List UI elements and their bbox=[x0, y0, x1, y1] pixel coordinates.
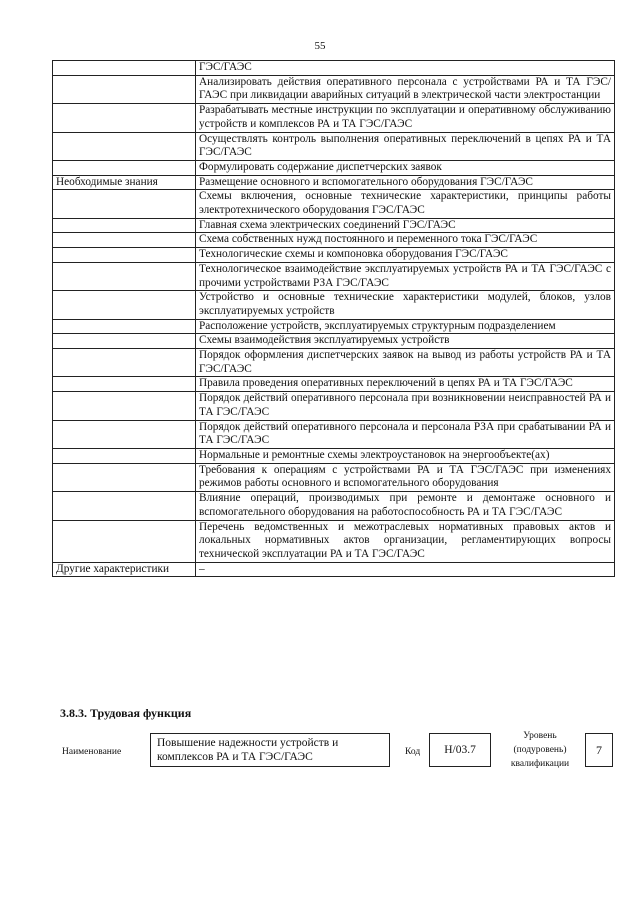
row-label bbox=[53, 319, 196, 334]
row-text: Разрабатывать местные инструкции по эксплуатации и оперативному обслуживанию устройств и комплексов РА и ТА ГЭС/ГАЭС bbox=[196, 104, 615, 132]
table-row bbox=[53, 190, 615, 218]
row-text: Нормальные и ремонтные схемы электроустановок на энергообъекте(ах) bbox=[196, 448, 615, 463]
row-label bbox=[53, 291, 196, 319]
table-row bbox=[53, 160, 615, 175]
row-text: Требования к операциям с устройствами РА и ТА ГЭС/ГАЭС при изменениях режимов работы основного и вспомогательного оборудования bbox=[196, 463, 615, 491]
table-row bbox=[53, 175, 615, 190]
row-text: Влияние операций, производимых при ремонте и демонтаже основного и вспомогательного оборудования на работоспособность РА и ТА ГЭС/ГАЭС bbox=[196, 492, 615, 520]
table-row bbox=[53, 132, 615, 160]
row-label bbox=[53, 392, 196, 420]
name-label: Наименование bbox=[62, 747, 122, 757]
row-label bbox=[53, 448, 196, 463]
row-text: Формулировать содержание диспетчерских заявок bbox=[196, 160, 615, 175]
table-row bbox=[53, 448, 615, 463]
row-label bbox=[53, 61, 196, 76]
table-row bbox=[53, 75, 615, 103]
row-label bbox=[53, 420, 196, 448]
row-label bbox=[53, 492, 196, 520]
page-number: 55 bbox=[314, 40, 326, 52]
table-row bbox=[53, 104, 615, 132]
row-label: Другие характеристики bbox=[53, 562, 196, 577]
row-label bbox=[53, 349, 196, 377]
table-row bbox=[53, 218, 615, 233]
row-text: Перечень ведомственных и межотраслевых нормативных правовых актов и локальных нормативных актов организации, регламентирующих вопросы технической эксплуатации РА и ТА ГЭС/ГАЭС bbox=[196, 520, 615, 562]
row-label bbox=[53, 190, 196, 218]
row-text: Расположение устройств, эксплуатируемых структурным подразделением bbox=[196, 319, 615, 334]
row-label bbox=[53, 160, 196, 175]
row-text: Технологическое взаимодействие эксплуатируемых устройств РА и ТА ГЭС/ГАЭС с прочими устройствами РЗА ГЭС/ГАЭС bbox=[196, 262, 615, 290]
table-row bbox=[53, 492, 615, 520]
row-label bbox=[53, 233, 196, 248]
table-row bbox=[53, 334, 615, 349]
table-row bbox=[53, 562, 615, 577]
row-text: Технологические схемы и компоновка оборудования ГЭС/ГАЭС bbox=[196, 248, 615, 263]
row-text: Схемы включения, основные технические характеристики, принципы работы электротехнического оборудования ГЭС/ГАЭС bbox=[196, 190, 615, 218]
table-row bbox=[53, 349, 615, 377]
row-text: Главная схема электрических соединений ГЭС/ГАЭС bbox=[196, 218, 615, 233]
table-row bbox=[53, 319, 615, 334]
row-label bbox=[53, 218, 196, 233]
table-row bbox=[53, 61, 615, 76]
row-label bbox=[53, 248, 196, 263]
row-text: Схема собственных нужд постоянного и переменного тока ГЭС/ГАЭС bbox=[196, 233, 615, 248]
row-text: Правила проведения оперативных переключений в цепях РА и ТА ГЭС/ГАЭС bbox=[196, 377, 615, 392]
function-name-box: Повышение надежности устройств и комплексов РА и ТА ГЭС/ГАЭС bbox=[150, 733, 390, 767]
row-text: Анализировать действия оперативного персонала с устройствами РА и ТА ГЭС/ГАЭС при ликвидации аварийных ситуаций в электрической части электростанции bbox=[196, 75, 615, 103]
row-label bbox=[53, 463, 196, 491]
knowledge-table bbox=[52, 60, 615, 577]
table-row bbox=[53, 520, 615, 562]
row-text: – bbox=[196, 562, 615, 577]
row-text: Устройство и основные технические характеристики модулей, блоков, узлов эксплуатируемых устройств bbox=[196, 291, 615, 319]
row-label bbox=[53, 334, 196, 349]
row-text: ГЭС/ГАЭС bbox=[196, 61, 615, 76]
table-row bbox=[53, 233, 615, 248]
code-label: Код bbox=[405, 747, 421, 757]
row-label bbox=[53, 104, 196, 132]
level-box: 7 bbox=[585, 733, 613, 767]
table-row bbox=[53, 392, 615, 420]
section-heading: 3.8.3. Трудовая функция bbox=[60, 706, 192, 720]
table-row bbox=[53, 463, 615, 491]
row-label bbox=[53, 262, 196, 290]
row-text: Порядок оформления диспетчерских заявок на вывод из работы устройств РА и ТА ГЭС/ГАЭС bbox=[196, 349, 615, 377]
row-text: Осуществлять контроль выполнения оперативных переключений в цепях РА и ТА ГЭС/ГАЭС bbox=[196, 132, 615, 160]
row-text: Размещение основного и вспомогательного оборудования ГЭС/ГАЭС bbox=[196, 175, 615, 190]
row-text: Порядок действий оперативного персонала при возникновении неисправностей РА и ТА ГЭС/ГАЭС bbox=[196, 392, 615, 420]
row-label: Необходимые знания bbox=[53, 175, 196, 190]
row-label bbox=[53, 75, 196, 103]
row-text: Схемы взаимодействия эксплуатируемых устройств bbox=[196, 334, 615, 349]
row-text: Порядок действий оперативного персонала и персонала РЗА при срабатывании РА и ТА ГЭС/ГАЭС bbox=[196, 420, 615, 448]
table-row bbox=[53, 420, 615, 448]
code-box: Н/03.7 bbox=[429, 733, 491, 767]
row-label bbox=[53, 520, 196, 562]
table-row bbox=[53, 248, 615, 263]
table-row bbox=[53, 377, 615, 392]
row-label bbox=[53, 132, 196, 160]
table-row bbox=[53, 262, 615, 290]
row-label bbox=[53, 377, 196, 392]
level-label: Уровень (подуровень) квалификации bbox=[510, 731, 570, 769]
table-row bbox=[53, 291, 615, 319]
table-body bbox=[53, 61, 615, 577]
